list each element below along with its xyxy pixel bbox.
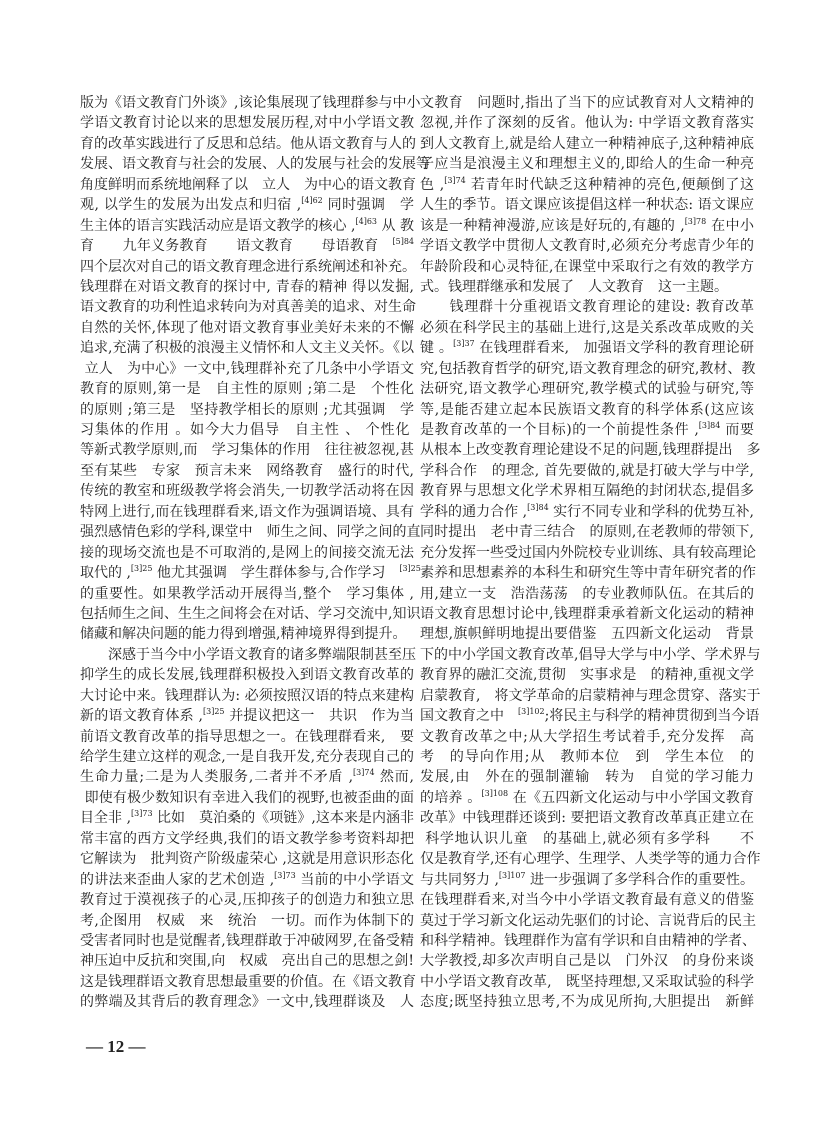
citation-superscript: [3]107 [498, 870, 526, 880]
text-segment: 改革》中钱理群还谈到: 要把语文教育改革真正建立在 [420, 810, 754, 827]
text-line [80, 277, 414, 297]
text-segment: 并提议把这一 共识 作为当 [224, 708, 414, 725]
text-line [420, 113, 754, 133]
text-line [420, 318, 754, 338]
text-line [80, 849, 414, 869]
text-line [420, 440, 761, 460]
text-line [80, 461, 414, 481]
citation-superscript: [3]73 [131, 809, 153, 819]
text-segment: 钱理群十分重视语文教育理论的建设: 教育改革 [420, 299, 754, 316]
text-segment: 究,包括教育哲学的研究,语文教育理念的研究,教材、教 [420, 360, 756, 377]
text-line [420, 563, 754, 583]
text-segment: 发展、语文教育与社会的发展、人的发展与社会的发展等 [80, 156, 430, 173]
text-segment: 同时强调 学 [322, 197, 414, 214]
citation-superscript: [3]108 [481, 788, 509, 798]
text-segment: 传统的教室和班级教学将会消失,一切教学活动将在因 [80, 483, 414, 500]
citation-superscript: [3]84 [698, 421, 721, 430]
text-line [80, 808, 414, 828]
text-line [80, 216, 414, 236]
text-line [80, 727, 414, 747]
text-segment: 等新式教学原则,而 学习集体的作用 往往被忽视,甚 [80, 442, 414, 459]
text-segment: 是教育改革的一个目标)的一个前提性条件 , [420, 422, 699, 438]
text-segment: 人生的季节。语文课应该提倡这样一种状态: 语文课应 [420, 197, 754, 214]
citation-superscript: [5]84 [392, 237, 414, 247]
citation-superscript: [3]73 [274, 870, 296, 880]
text-segment: 生命力量;二是为人类服务,二者并不矛盾 , [80, 769, 354, 786]
text-line [420, 502, 754, 522]
text-line [80, 175, 414, 195]
text-line [420, 481, 754, 501]
text-line [420, 665, 754, 685]
text-segment: 育 九年义务教育 语文教育 母语教育 [80, 238, 393, 255]
text-segment: 立人 为中心》一文中,钱理群补充了几条中小学语文 [80, 360, 414, 377]
text-line [80, 113, 414, 133]
text-line [80, 788, 414, 808]
text-segment: 学科的通力合作 , [420, 503, 528, 520]
text-segment: 储藏和解决问题的能力得到增强,精神境界得到提升。 [80, 626, 407, 643]
text-segment: 子应当是浪漫主义和理想主义的,即给人的生命一种亮 [420, 156, 754, 173]
text-segment: 学科合作 的理念, 首先要做的,就是打破大学与中学, [420, 462, 754, 479]
text-segment: 从 教 [377, 217, 414, 234]
citation-superscript: [3]78 [684, 216, 707, 226]
citation-superscript: [3]37 [453, 339, 475, 349]
text-line [80, 767, 414, 787]
text-line [420, 379, 754, 399]
text-segment: 这是钱理群语文教育思想最重要的价值。在《语文教育 [80, 973, 416, 990]
text-segment: 四个层次对自己的语文教育理念进行系统阐述和补充。 [80, 258, 416, 275]
text-line [420, 911, 754, 931]
text-line [420, 890, 754, 910]
text-line [420, 808, 754, 828]
text-segment: 前语文教育改革的指导思想之一。在钱理群看来, 要 [80, 728, 414, 745]
text-line [420, 257, 754, 277]
text-line [420, 420, 754, 440]
text-line [80, 645, 414, 665]
text-line [80, 502, 414, 522]
text-segment: 理想,旗帜鲜明地提出要借鉴 五四新文化运动 背景 [420, 626, 754, 643]
citation-superscript: [3]25 [130, 564, 153, 574]
citation-superscript: [4]62 [301, 196, 323, 206]
text-line [420, 297, 754, 317]
text-line [420, 645, 761, 665]
text-segment: 至有某些 专家 预言未来 网络教育 盛行的时代, [80, 462, 414, 479]
text-segment: 生主体的语言实践活动应是语文教学的核心 , [80, 217, 356, 234]
text-line [80, 870, 414, 890]
text-line [420, 338, 754, 358]
text-line [420, 195, 754, 215]
text-segment: 受害者同时也是觉醒者,钱理群敢于冲破网罗,在备受精 [80, 932, 414, 949]
text-segment: 新的语文教育体系 , [80, 708, 203, 725]
text-segment: 与共同努力 , [420, 871, 499, 888]
text-line [80, 747, 414, 767]
text-line [80, 236, 414, 256]
text-line [80, 379, 414, 399]
text-segment: 考,企图用 权威 来 统治 一切。而作为体制下的 [80, 912, 414, 929]
text-line [420, 277, 754, 297]
citation-superscript: [3]74 [444, 175, 466, 185]
text-line [420, 154, 754, 174]
text-segment: ;将民主与科学的精神贯彻到当今语 [544, 708, 760, 725]
text-segment: 到人文教育上,就是给人建立一种精神底子,这种精神底 [420, 135, 754, 152]
text-line [80, 686, 414, 706]
text-segment: 给学生建立这样的观念,一是自我开发,充分表现自己的 [80, 749, 414, 765]
text-segment: 教育过于漠视孩子的心灵,压抑孩子的创造力和独立思 [80, 892, 414, 909]
text-line [420, 216, 754, 236]
citation-superscript: [4]63 [355, 216, 377, 226]
text-segment: 版为《语文教育门外谈》,该论集展现了钱理群参与中小 [80, 95, 421, 111]
text-line [420, 931, 754, 951]
page-number: — 12 — [86, 1037, 146, 1056]
text-line [420, 951, 754, 971]
text-line [80, 154, 430, 174]
text-segment: 当前的中小学语文 [295, 871, 415, 888]
text-line [80, 522, 421, 542]
text-line [420, 870, 754, 890]
text-segment: 式。钱理群继承和发展了 人文教育 这一主题。 [420, 278, 728, 295]
text-line [80, 829, 414, 849]
text-segment: 的弊端及其背后的教育理念》一文中,钱理群谈及 人 [80, 994, 414, 1011]
text-segment: 然而, [374, 769, 414, 786]
left-text-column [80, 93, 430, 1013]
text-line [420, 134, 754, 154]
text-segment: 教育界与思想文化学术界相互隔绝的封闭状态,提倡多 [420, 483, 754, 500]
text-segment: 实行不同专业和学科的优势互补, [548, 503, 754, 520]
text-segment: 忽视,并作了深刻的反省。他认为: 中学语文教育落实 [420, 115, 754, 132]
text-segment: 取代的 , [80, 565, 131, 582]
text-segment: 的原则 ;第三是 坚持教学相长的原则 ;尤其强调 学 [80, 401, 414, 418]
text-segment: 进一步强调了多学科合作的重要性。 [525, 871, 755, 888]
text-line [80, 584, 414, 604]
text-segment: 教育界的融汇交流,贯彻 实事求是 的精神,重视文学 [420, 667, 754, 684]
text-segment: 等,是能否建立起本民族语文教育的科学体系(这应该 [420, 401, 754, 418]
text-line [80, 665, 414, 685]
text-segment: 语文教育思想讨论中,钱理群秉承着新文化运动的精神 [420, 605, 754, 622]
text-segment: 在钱理群看来, 加强语文学科的教育理论研 [474, 340, 754, 357]
text-segment: 在《五四新文化运动与中小学国文教育 [508, 789, 755, 806]
text-line [420, 849, 761, 869]
text-segment: 科学地认识儿童 的基础上,就必须有多学科 不 [420, 830, 754, 847]
text-segment: 在中小 [706, 217, 754, 234]
text-segment: 的培养 。 [420, 789, 482, 806]
text-segment: 下的中小学国文教育改革,倡导大学与中小学、学术界与 [420, 646, 761, 663]
text-segment: 法研究,语文教学心理研究,教学模式的试验与研究,等 [420, 381, 754, 398]
text-segment: 考 的导向作用;从 教师本位 到 学生本位 的 [420, 749, 754, 765]
text-line [420, 604, 754, 624]
text-line [80, 318, 414, 338]
text-line [420, 400, 754, 420]
text-segment: 的讲法来歪曲人家的艺术创造 , [80, 871, 275, 888]
text-segment: 若青年时代缺乏这种精神的亮色,便颠倒了这 [465, 176, 754, 193]
text-line [80, 890, 414, 910]
text-segment: 角度鲜明而系统地阐释了以 立人 为中心的语文教育 [80, 176, 416, 193]
text-line [420, 686, 761, 706]
text-segment: 从根本上改变教育理论建设不足的问题,钱理群提出 多 [420, 442, 761, 459]
text-segment: 充分发挥一些受过国内外院校专业训练、具有较高理论 [420, 544, 756, 561]
text-segment: 学语文教育讨论以来的思想发展历程,对中小学语文教 [80, 115, 414, 132]
text-segment: 目全非 , [80, 810, 132, 827]
text-segment: 国文教育之中 [420, 708, 518, 725]
text-segment: 用,建立一支 浩浩荡荡 的专业教师队伍。在其后的 [420, 585, 754, 602]
citation-superscript: [3]102 [518, 707, 545, 717]
text-line [420, 727, 754, 747]
text-segment: 莫过于学习新文化运动先驱们的讨论、言说背后的民主 [420, 912, 756, 929]
text-segment: 中小学语文教育改革, 既坚持理想,又采取试验的科学 [420, 973, 754, 990]
text-line [420, 175, 754, 195]
text-segment: 启蒙教育, 将文学革命的启蒙精神与理念贯穿、落实于 [420, 687, 761, 704]
text-line [80, 297, 414, 317]
text-segment: 抑学生的成长发展,钱理群积极投入到语文教育改革的 [80, 667, 414, 684]
text-segment: 而要 [720, 422, 754, 438]
text-segment: 它解读为 批判资产阶级虚荣心 ,这就是用意识形态化 [80, 851, 414, 868]
text-line [80, 951, 414, 971]
text-segment: 教育的原则,第一是 自主性的原则 ;第二是 个性化 [80, 381, 414, 398]
text-segment: 大学教授,却多次声明自己是以 门外汉 的身份来谈 [420, 953, 754, 970]
text-segment: 接的现场交流也是不可取消的,是网上的间接交流无法 [80, 544, 414, 561]
text-line [80, 359, 414, 379]
text-segment: 该是一种精神漫游,应该是好玩的,有趣的 , [420, 217, 685, 234]
text-segment: 钱理群在对语文教育的探讨中, 青春的精神 得以发掘, [80, 278, 414, 295]
citation-superscript: [3]84 [527, 502, 549, 512]
text-segment: 素养和思想素养的本科生和研究生等中青年研究者的作 [420, 565, 756, 582]
text-segment: 在钱理群看来,对当今中小学语文教育最有意义的借鉴 [420, 892, 754, 909]
text-line [80, 604, 421, 624]
text-segment: 他尤其强调 学生群体参与,合作学习 [152, 565, 400, 582]
text-line [80, 195, 414, 215]
citation-superscript: [3]74 [353, 768, 375, 778]
text-segment: 深感于当今中小学语文教育的诸多弊端限制甚至压 [80, 646, 416, 663]
text-line [420, 359, 754, 379]
text-segment: 和科学精神。钱理群作为富有学识和自由精神的学者、 [420, 932, 756, 949]
text-line [80, 400, 414, 420]
text-segment: 大讨论中来。钱理群认为: 必须按照汉语的特点来建构 [80, 687, 414, 704]
text-line [420, 788, 754, 808]
text-segment: 仅是教育学,还有心理学、生理学、人类学等的通力合作 [420, 851, 761, 868]
text-segment: 强烈感情色彩的学科,课堂中 师生之间、同学之间的直 [80, 524, 421, 541]
text-segment: 年龄阶段和心灵特征,在课堂中采取行之有效的教学方 [420, 258, 754, 275]
text-line [420, 624, 754, 644]
text-segment: 习集体的作用 。如今大力倡导 自主性 、 个性化 [80, 422, 414, 438]
text-segment: 比如 莫泊桑的《项链》,这本来是内涵非 [152, 810, 415, 827]
text-segment: 键 。 [420, 340, 454, 357]
text-segment: 发展,由 外在的强制灌输 转为 自觉的学习能力 [420, 769, 754, 786]
text-segment: 神压迫中反抗和突围,向 权威 亮出自己的思想之剑! [80, 953, 414, 970]
text-line [420, 767, 754, 787]
text-line [80, 543, 414, 563]
text-line [420, 236, 754, 256]
text-segment: 自然的关怀,体现了他对语文教育事业美好未来的不懈 [80, 319, 414, 336]
text-segment: 色 , [420, 176, 445, 193]
text-line [420, 829, 754, 849]
text-line [80, 93, 421, 113]
text-segment: 即使有极少数知识有幸进入我们的视野,也被歪曲的面 [80, 789, 414, 806]
text-line [80, 257, 414, 277]
text-line [80, 911, 414, 931]
text-line [80, 481, 414, 501]
text-segment: 同时提出 老中青三结合 的原则,在老教师的带领下, [420, 524, 754, 541]
citation-superscript: [3]25 [203, 707, 225, 717]
text-line [80, 440, 414, 460]
text-segment: 包括师生之间、生生之间将会在对话、学习交流中,知识 [80, 605, 421, 622]
text-line [420, 706, 760, 726]
text-segment: 态度;既坚持独立思考,不为成见所拘,大胆提出 新鲜 [420, 994, 754, 1011]
text-line [420, 747, 754, 767]
text-line [80, 134, 414, 154]
text-line [80, 563, 421, 583]
text-line [420, 522, 754, 542]
text-line [80, 624, 414, 644]
text-line [420, 461, 754, 481]
right-text-column [420, 93, 761, 1013]
text-segment: 文教育改革之中;从大学招生考试着手,充分发挥 高 [420, 728, 754, 745]
text-segment: 必须在科学民主的基础上进行,这是关系改革成败的关 [420, 319, 754, 336]
text-segment: 的重要性。如果教学活动开展得当,整个 学习集体 , [80, 585, 414, 602]
text-line [80, 420, 414, 440]
text-line [80, 972, 414, 992]
text-segment: 育的改革实践进行了反思和总结。他从语文教育与人的 [80, 135, 416, 152]
citation-superscript: [3]25 [399, 564, 421, 574]
text-segment: 语文教育的功利性追求转向为对真善美的追求、对生命 [80, 299, 416, 316]
text-segment: 学语文教学中贯彻人文教育时,必须充分考虑青少年的 [420, 238, 754, 255]
text-line [80, 931, 414, 951]
text-line [80, 992, 414, 1012]
text-line [420, 972, 754, 992]
text-line [80, 706, 414, 726]
text-line [420, 992, 754, 1012]
text-line [80, 338, 414, 358]
text-segment: 特网上进行,而在钱理群看来,语文作为强调语境、具有 [80, 503, 414, 520]
text-segment: 文教育 问题时,指出了当下的应试教育对人文精神的 [420, 95, 754, 111]
text-segment: 追求,充满了积极的浪漫主义情怀和人文主义关怀。《以 [80, 340, 414, 357]
text-segment: 常丰富的西方文学经典,我们的语文教学参考资料却把 [80, 830, 414, 847]
text-line [420, 93, 754, 113]
text-segment: 观, 以学生的发展为出发点和归宿 , [80, 197, 302, 214]
text-line [420, 584, 754, 604]
text-line [420, 543, 754, 563]
